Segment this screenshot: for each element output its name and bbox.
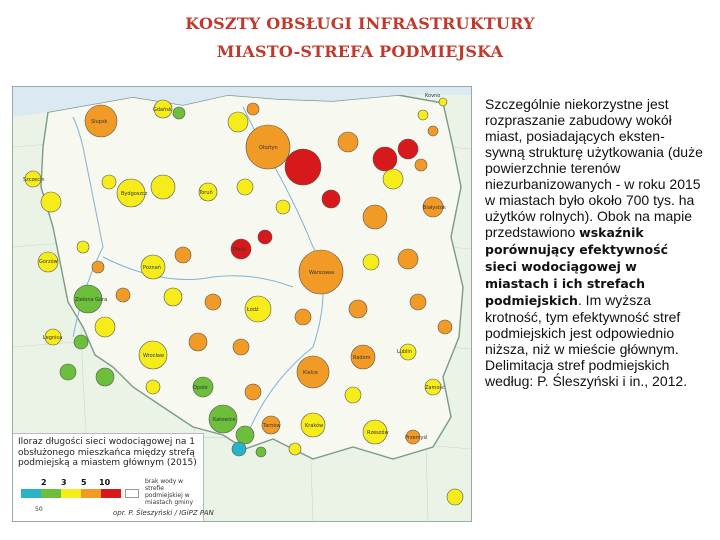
- description-part-2: . Im wyższa krotność, tym efektywność stref podmiejskich jest odpowiednio niższa, niż w mieście głównym. Delimitacja stref podmiejskich według: P. Śleszyński i in., 2012.: [485, 292, 688, 389]
- map-label: Katowice: [213, 417, 236, 423]
- legend-note: brak wody w strefie podmiejskiej w miastach gminy: [145, 478, 194, 506]
- circle: [96, 368, 114, 386]
- circle: [410, 294, 426, 310]
- map-label: Łódź: [247, 307, 259, 313]
- circle: [383, 169, 403, 189]
- circle: [438, 320, 452, 334]
- legend-tick: 2: [41, 478, 47, 487]
- map: [12, 86, 472, 522]
- circle: [116, 288, 130, 302]
- circle: [175, 247, 191, 263]
- title-line-1: KOSZTY OBSŁUGI INFRASTRUKTURY: [185, 14, 535, 33]
- map-label: Lublin: [397, 349, 412, 355]
- title-line-2: MIASTO-STREFA PODMIEJSKA: [216, 42, 504, 61]
- circle: [285, 149, 321, 185]
- circle: [398, 249, 418, 269]
- circle: [363, 254, 379, 270]
- circle: [237, 179, 253, 195]
- legend-ticks: [23, 478, 143, 488]
- circle: [232, 442, 246, 456]
- map-label: Białystok: [423, 205, 446, 211]
- map-label: Płock: [233, 247, 247, 253]
- legend-swatch-yellow: [61, 489, 81, 498]
- map-label: Olsztyn: [259, 145, 278, 151]
- legend-swatch-green: [41, 489, 61, 498]
- legend-swatch-orange: [81, 489, 101, 498]
- circle: [41, 192, 61, 212]
- map-label: Słupsk: [91, 119, 108, 125]
- circle: [77, 241, 89, 253]
- map-label: Kovno: [425, 93, 441, 99]
- circle: [92, 261, 104, 273]
- circle: [276, 200, 290, 214]
- circle: [345, 387, 361, 403]
- circle: [373, 147, 397, 171]
- legend-tick: 10: [99, 478, 111, 487]
- circle: [439, 98, 447, 106]
- map-label: Warszawa: [309, 270, 335, 276]
- circle: [164, 288, 182, 306]
- circle: [258, 230, 272, 244]
- map-label: Zamość: [425, 385, 445, 391]
- circle: [95, 317, 115, 337]
- map-label: Wrocław: [143, 353, 165, 359]
- map-label: Gdańsk: [153, 107, 172, 113]
- circle: [205, 294, 221, 310]
- description-text: [485, 96, 703, 389]
- circle: [228, 112, 248, 132]
- circle: [173, 107, 185, 119]
- description-bold: wskaźnik porównujący efektywność sieci wodociągowej w miastach i ich strefach podmiejskich: [485, 225, 668, 308]
- circle: [447, 489, 463, 505]
- legend-tick: 3: [61, 478, 67, 487]
- map-label: Przemyśl: [405, 435, 428, 441]
- circle: [418, 110, 428, 120]
- map-author: opr. P. Śleszyński / IGiPZ PAN: [113, 509, 214, 517]
- map-label: Zielona Góra: [75, 297, 108, 303]
- map-label: Rzeszów: [367, 430, 389, 436]
- map-label: Gorzów: [39, 259, 58, 265]
- circle: [151, 175, 175, 199]
- map-label: Poznań: [143, 265, 161, 271]
- map-label: Bydgoszcz: [121, 191, 148, 197]
- map-label: Radom: [353, 355, 371, 361]
- map-label: Kielce: [303, 370, 318, 376]
- circle: [295, 309, 311, 325]
- legend-color-bar: [21, 489, 141, 498]
- circle: [398, 139, 418, 159]
- map-label: Legnica: [43, 335, 63, 341]
- circle: [322, 190, 340, 208]
- circle: [247, 103, 259, 115]
- circle: [189, 333, 207, 351]
- circle: [102, 175, 116, 189]
- circle: [60, 364, 76, 380]
- map-label: Opole: [193, 385, 208, 391]
- legend-tick: 5: [81, 478, 87, 487]
- circle: [415, 159, 427, 171]
- circle: [233, 339, 249, 355]
- map-label: Szczecin: [23, 177, 45, 183]
- circle: [363, 205, 387, 229]
- legend-scale: 50: [35, 506, 43, 513]
- legend-swatch-cyan: [21, 489, 41, 498]
- circle: [74, 335, 88, 349]
- legend-swatch-none: [125, 489, 139, 498]
- legend-swatch-red: [101, 489, 121, 498]
- circle: [236, 426, 254, 444]
- circle: [428, 126, 438, 136]
- circle: [289, 443, 301, 455]
- circle: [349, 300, 367, 318]
- description-part-1: Szczególnie niekorzystne jest rozpraszanie zabudowy wokół miast, posiadających eksten-sywną strukturę użytkowania (duże powierzchnie terenów niezurbanizowanych - w roku 2015 w miastach było około 700 tys. ha użytków rolnych). Obok na mapie przedstawiono: [485, 96, 703, 240]
- map-label: Kraków: [305, 423, 324, 429]
- map-label: Toruń: [199, 190, 213, 196]
- circle: [256, 447, 266, 457]
- circle: [338, 132, 358, 152]
- map-label: Tarnów: [263, 423, 281, 429]
- circle: [245, 384, 261, 400]
- circle: [146, 380, 160, 394]
- legend-text: Iloraz długości sieci wodociągowej na 1 obsłużonego mieszkańca między strefą podmiejską a miastem głównym (2015): [18, 437, 197, 468]
